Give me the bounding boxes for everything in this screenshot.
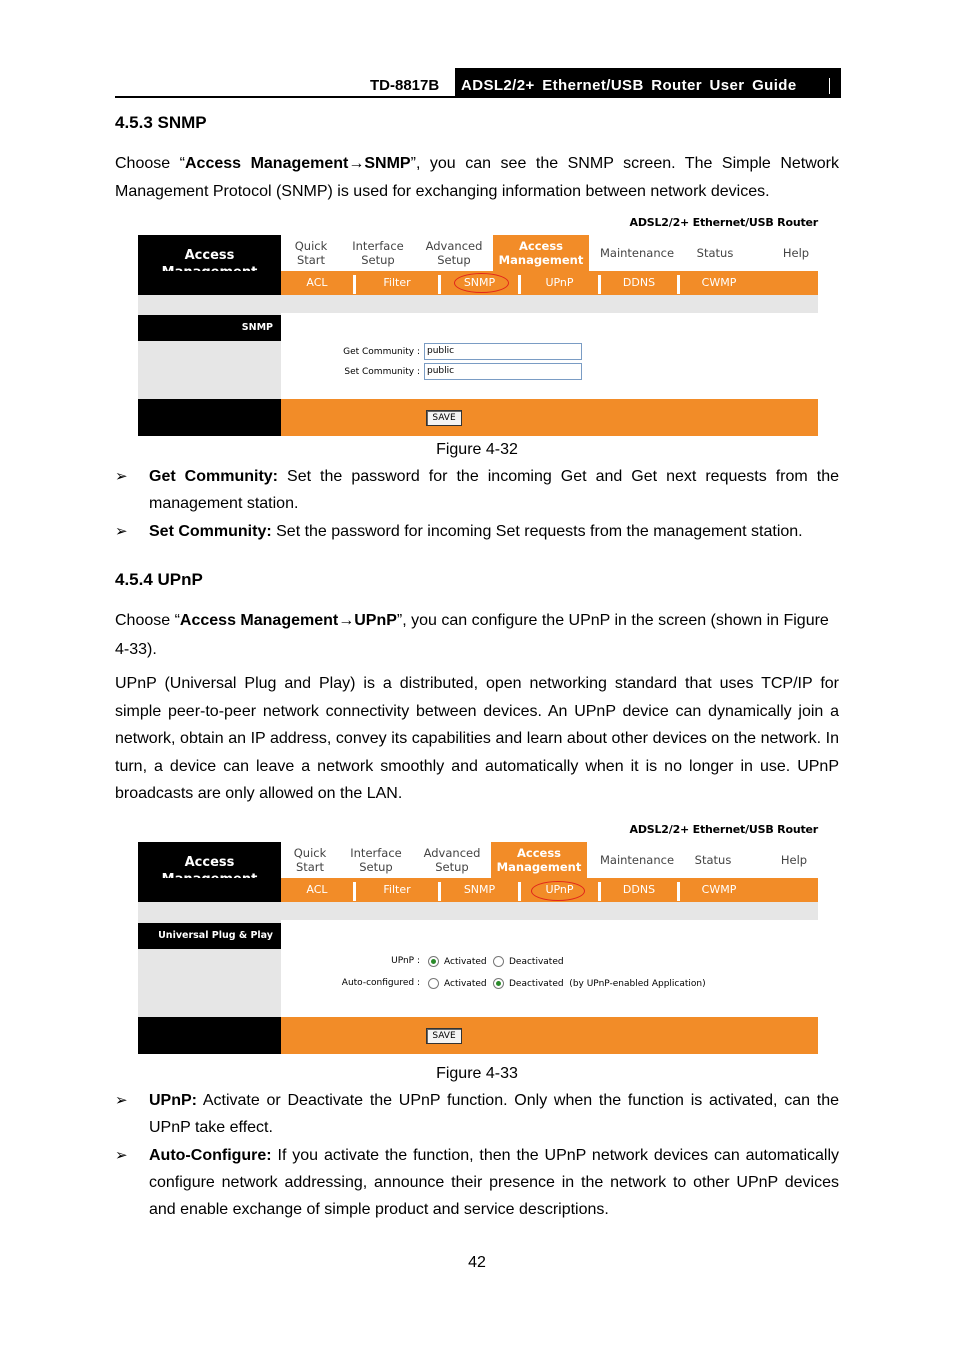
upnp-deactivated-label: Deactivated bbox=[509, 957, 564, 967]
nav-advanced-setup[interactable]: Advanced Setup bbox=[423, 846, 481, 874]
spacer-bar bbox=[138, 295, 818, 313]
subnav-ddns[interactable]: DDNS bbox=[622, 276, 656, 289]
auto-deactivated-radio[interactable] bbox=[493, 978, 504, 989]
nav-interface-setup[interactable]: Interface Setup bbox=[352, 239, 404, 267]
subnav-filter[interactable]: Filter bbox=[383, 276, 411, 289]
logo-box-lower bbox=[138, 271, 281, 295]
nav-maintenance[interactable]: Maintenance bbox=[599, 246, 675, 260]
bullet-auto-configure: ➢ Auto-Configure: If you activate the function, then the UPnP network devices can automatically configure network addressing, announce their presence in the network to other UPnP devices and enable exchange of simple product and service descriptions. bbox=[115, 1142, 839, 1224]
router-logo-section: Access bbox=[138, 235, 281, 295]
subnav-acl[interactable]: ACL bbox=[306, 883, 328, 896]
auto-activated-label: Activated bbox=[444, 979, 487, 989]
set-community-label: Set Community : bbox=[344, 367, 420, 377]
upnp-router-screenshot bbox=[138, 822, 818, 1056]
section-heading-snmp: 4.5.3 SNMP bbox=[115, 113, 207, 132]
page-number: 42 bbox=[468, 1254, 486, 1271]
subnav-upnp[interactable]: UPnP bbox=[545, 276, 574, 289]
upnp-section-title: Universal Plug & Play bbox=[138, 923, 281, 949]
bullet-arrow-icon: ➢ bbox=[115, 523, 128, 540]
nav-help[interactable]: Help bbox=[780, 853, 808, 867]
subnav-acl[interactable]: ACL bbox=[306, 276, 328, 289]
save-button[interactable]: SAVE bbox=[426, 410, 462, 426]
nav-help[interactable]: Help bbox=[782, 246, 810, 260]
subnav-snmp[interactable]: SNMP bbox=[463, 276, 496, 289]
router-brand: ADSL2/2+ Ethernet/USB Router bbox=[629, 823, 818, 836]
section-heading-upnp: 4.5.4 UPnP bbox=[115, 570, 203, 589]
nav-maintenance[interactable]: Maintenance bbox=[599, 853, 675, 867]
router-logo-section: Access bbox=[138, 842, 281, 902]
router-brand: ADSL2/2+ Ethernet/USB Router bbox=[629, 216, 818, 229]
logo-box-lower bbox=[138, 878, 281, 902]
bullet-get-community: ➢ Get Community: Set the password for the incoming Get and Get next requests from the management station. bbox=[115, 463, 839, 519]
upnp-deactivated-radio[interactable] bbox=[493, 956, 504, 967]
nav-status[interactable]: Status bbox=[694, 853, 732, 867]
figure-caption-4-32: Figure 4-32 bbox=[436, 441, 518, 458]
snmp-section-title: SNMP bbox=[138, 315, 281, 341]
header-rule bbox=[115, 96, 841, 98]
nav-status[interactable]: Status bbox=[696, 246, 734, 260]
nav-quick-start[interactable]: Quick Start bbox=[294, 239, 328, 267]
router-sub-nav bbox=[281, 271, 818, 295]
router-top-nav bbox=[281, 235, 818, 271]
get-community-input[interactable]: public bbox=[424, 343, 582, 360]
header-divider bbox=[829, 78, 830, 94]
subnav-filter[interactable]: Filter bbox=[383, 883, 411, 896]
upnp-label: UPnP : bbox=[391, 956, 420, 966]
subnav-snmp[interactable]: SNMP bbox=[463, 883, 496, 896]
nav-access-management[interactable]: Access Management bbox=[491, 842, 587, 878]
nav-advanced-setup[interactable]: Advanced Setup bbox=[425, 239, 483, 267]
bullet-arrow-icon: ➢ bbox=[115, 468, 128, 485]
subnav-cwmp[interactable]: CWMP bbox=[701, 883, 737, 896]
router-top-nav bbox=[281, 842, 818, 878]
footer-right bbox=[281, 399, 818, 436]
auto-deactivated-label: Deactivated (by UPnP-enabled Application) bbox=[509, 979, 706, 989]
upnp-description-paragraph: UPnP (Universal Plug and Play) is a distributed, open networking standard that uses TCP/IP for simple peer-to-peer network connectivity between devices. An UPnP device can dynamically join a network, obtain an IP address, convey its capabilities and learn about other devices on the network. In turn, a device can leave a network smoothly and automatically when it is no longer in use. UPnP broadcasts are only allowed on the LAN. bbox=[115, 675, 839, 802]
nav-quick-start[interactable]: Quick Start bbox=[293, 846, 327, 874]
header-model: TD-8817B bbox=[370, 77, 440, 94]
subnav-ddns[interactable]: DDNS bbox=[622, 883, 656, 896]
bullet-arrow-icon: ➢ bbox=[115, 1147, 128, 1164]
upnp-activated-radio[interactable] bbox=[428, 956, 439, 967]
get-community-label: Get Community : bbox=[343, 347, 420, 357]
highlight-circle-upnp bbox=[531, 881, 585, 901]
set-community-input[interactable]: public bbox=[424, 363, 582, 380]
spacer-bar bbox=[138, 902, 818, 920]
save-button[interactable]: SAVE bbox=[426, 1028, 462, 1044]
header-guide-title: ADSL2/2+ Ethernet/USB Router User Guide bbox=[461, 77, 797, 94]
subnav-upnp[interactable]: UPnP bbox=[545, 883, 574, 896]
bullet-arrow-icon: ➢ bbox=[115, 1092, 128, 1109]
highlight-circle-snmp bbox=[454, 273, 509, 293]
snmp-intro-paragraph: Choose “Access Management→SNMP”, you can see the SNMP screen. The Simple Network Management Protocol (SNMP) is used for exchanging information between network devices. bbox=[115, 155, 839, 200]
footer-right bbox=[281, 1017, 818, 1054]
auto-configured-label: Auto-configured : bbox=[341, 978, 420, 988]
bullet-upnp: ➢ UPnP: Activate or Deactivate the UPnP function. Only when the function is activated, can the UPnP take effect. bbox=[115, 1087, 839, 1143]
nav-access-management[interactable]: Access Management bbox=[493, 235, 589, 271]
upnp-intro-paragraph: Choose “Access Management→UPnP”, you can configure the UPnP in the screen (shown in Figure 4-33). bbox=[115, 612, 829, 658]
upnp-activated-label: Activated bbox=[444, 957, 487, 967]
router-sub-nav bbox=[281, 878, 818, 902]
nav-interface-setup[interactable]: Interface Setup bbox=[350, 846, 402, 874]
snmp-router-screenshot bbox=[138, 214, 818, 438]
subnav-cwmp[interactable]: CWMP bbox=[701, 276, 737, 289]
auto-activated-radio[interactable] bbox=[428, 978, 439, 989]
bullet-set-community: ➢ Set Community: Set the password for incoming Set requests from the management station. bbox=[115, 518, 839, 546]
footer-left bbox=[138, 1017, 281, 1054]
figure-caption-4-33: Figure 4-33 bbox=[436, 1065, 518, 1082]
footer-left bbox=[138, 399, 281, 436]
